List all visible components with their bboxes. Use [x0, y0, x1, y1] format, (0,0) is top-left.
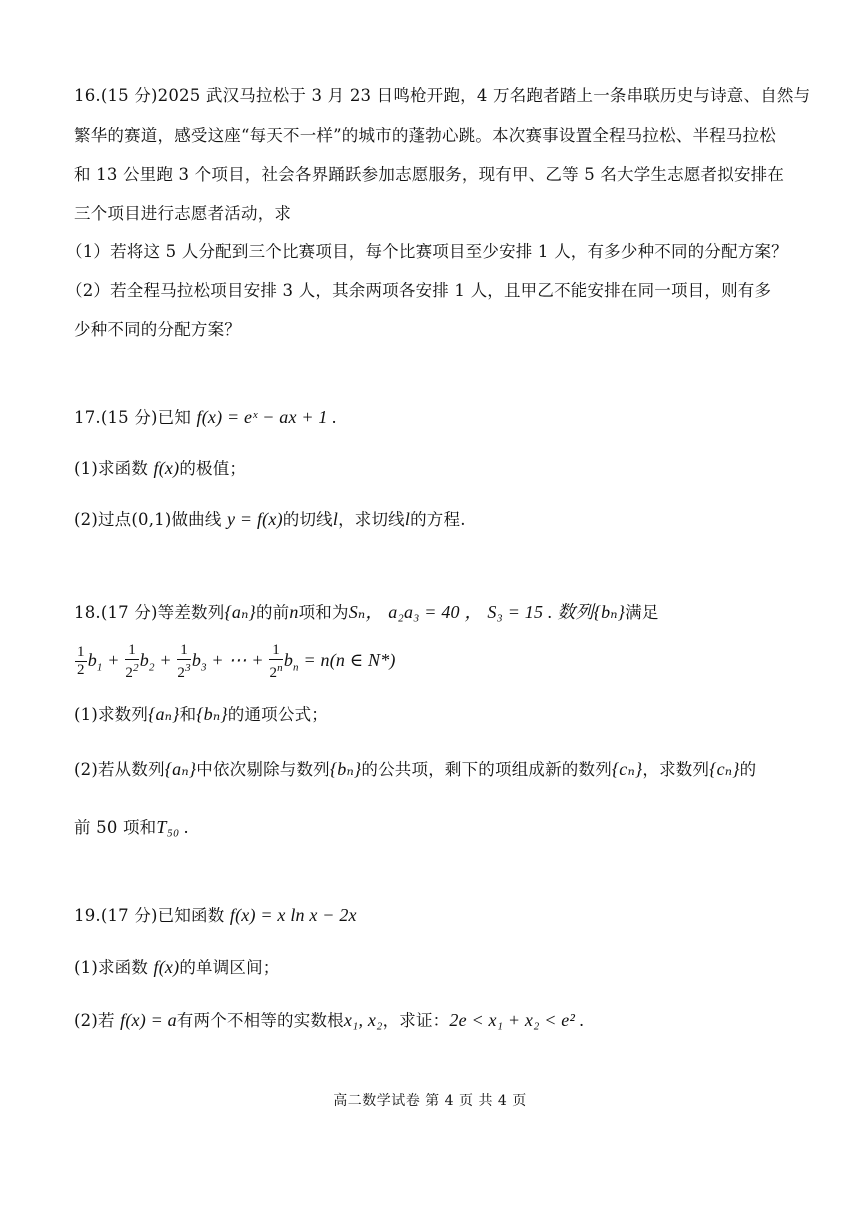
q16-part-1: （1）若将这 5 人分配到三个比赛项目，每个比赛项目至少安排 1 人，有多少种不同的分配方案？	[66, 242, 788, 261]
frac-n: $\frac{1}{2^n}$	[269, 641, 283, 681]
q18-part-2-mid: 中依次剔除与数列	[196, 760, 330, 779]
q18-part-2-mid3: ，求数列	[642, 760, 710, 779]
frac-3: $\frac{1}{2^3}$	[177, 641, 191, 681]
q18-part-2-an: {aₙ}	[164, 759, 197, 779]
q17-part-1-tail: 的极值；	[179, 459, 247, 478]
frac-2: $\frac{1}{2^2}$	[125, 641, 139, 681]
q19-heading: 19.(17 分)已知函数	[74, 906, 230, 925]
q19-part-2	[74, 1008, 584, 1033]
q17-heading: 17.(15 分)已知	[74, 408, 197, 427]
q18-mid3: 满足	[625, 603, 659, 622]
q18-part-2-bn: {bₙ}	[329, 759, 362, 779]
q18-part-2	[74, 757, 756, 782]
q19-part-2-roots: x₁, x₂	[343, 1010, 383, 1030]
q19-formula: f(x) = x ln x − 2x	[229, 905, 357, 925]
q16-line-3: 和 13 公里跑 3 个项目，社会各界踊跃参加志愿服务，现有甲、乙等 5 名大学生志愿者拟安排在	[74, 165, 785, 184]
q16-line-4: 三个项目进行志愿者活动，求	[74, 204, 292, 223]
q19-part-2-inequality: 2e < x₁ + x₂ < e² .	[449, 1010, 585, 1030]
q19-stem	[74, 903, 357, 928]
q18-part-1-an: {aₙ}	[148, 704, 180, 724]
q18-sum-formula: $\frac{1}{2}$ $b_1$ + $\frac{1}{2^2}$ $b_2$ + $\frac{1}{2^3}$ $b_3$ + ⋯ + $\frac{1}{2^n}$ $b_n = n(n$ ∈ N*)	[77, 641, 396, 681]
page-footer: 高二数学试卷 第 4 页 共 4 页	[333, 1093, 527, 1109]
q18-sum-rhs: = n(n ∈ N*)	[303, 650, 396, 670]
q18-part-2-text: (2)若从数列	[74, 760, 165, 779]
q19-part-2-mid: 有两个不相等的实数根	[176, 1011, 344, 1030]
q17-part-2-text: (2)过点(0,1)做曲线	[74, 510, 228, 529]
q17-part-2-mid2: ，求切线	[338, 510, 405, 529]
q18-part-2-cn2: {cₙ}	[709, 759, 740, 779]
q18-part-2-mid2: 的公共项，剩下的项组成新的数列	[361, 760, 612, 779]
q18-an: {aₙ}	[224, 602, 256, 622]
q17-formula: f(x) = eˣ − ax + 1 .	[196, 407, 337, 427]
q18-part-2-cn: {cₙ}	[611, 759, 643, 779]
q16-line-1: 16.(15 分)2025 武汉马拉松于 3 月 23 日鸣枪开跑，4 万名跑者踏上一条串联历史与诗意、自然与	[74, 86, 811, 105]
q18-part-1	[74, 702, 328, 727]
q18-part-1-text: (1)求数列	[74, 705, 149, 724]
q18-part-1-tail: 的通项公式；	[227, 705, 328, 724]
q17-part-1	[74, 456, 246, 481]
frac-1: $\frac{1}{2}$	[77, 644, 85, 678]
q19-part-1-text: (1)求函数	[74, 958, 154, 977]
q18-part-1-and: 和	[179, 705, 197, 724]
q18-Sn: Sₙ	[348, 602, 366, 622]
q16-part-2-line-1: （2）若全程马拉松项目安排 3 人，其余两项各安排 1 人，且甲乙不能安排在同一项目，则有多	[66, 281, 772, 300]
q17-part-2-mid: 的切线	[282, 510, 333, 529]
q17-part-2-formula: y = f(x)	[227, 509, 283, 529]
q17-part-2-tail: 的方程.	[410, 510, 466, 529]
q19-part-1-tail: 的单调区间；	[179, 958, 280, 977]
q18-part-2-T50: T₅₀ .	[156, 817, 189, 837]
q19-part-1-formula: f(x)	[153, 957, 180, 977]
q18-mid1: 的前	[255, 603, 290, 622]
q18-mid2: 项和为	[298, 603, 349, 622]
q19-part-2-formula: f(x) = a	[120, 1010, 177, 1030]
q18-heading: 18.(17 分)等差数列	[74, 603, 225, 622]
q17-part-1-text: (1)求函数	[74, 459, 154, 478]
q18-n: n	[289, 602, 299, 622]
q17-stem	[74, 405, 337, 430]
q18-part-2-cont-text: 前 50 项和	[74, 818, 157, 837]
q17-part-2-l: l	[332, 509, 339, 529]
q19-part-2-text: (2)若	[74, 1011, 121, 1030]
q16-line-2: 繁华的赛道，感受这座“每天不一样”的城市的蓬勃心跳。本次赛事设置全程马拉松、半程马拉松	[74, 126, 776, 145]
q16-part-2-line-2: 少种不同的分配方案？	[74, 320, 241, 339]
q18-bn: {bₙ}	[593, 602, 626, 622]
q18-part-2-cont	[74, 815, 189, 840]
q17-part-2-l2: l	[404, 509, 411, 529]
q18-stem	[74, 600, 659, 625]
q17-part-2	[74, 507, 466, 532]
q17-part-1-formula: f(x)	[153, 458, 180, 478]
q19-part-1	[74, 955, 280, 980]
q18-conditions: ， a₂a₃ = 40 ， S₃ = 15 . 数列	[365, 602, 594, 622]
q19-part-2-mid2: ，求证：	[382, 1011, 450, 1030]
q18-part-1-bn: {bₙ}	[196, 704, 228, 724]
q18-part-2-tail: 的	[739, 760, 757, 779]
